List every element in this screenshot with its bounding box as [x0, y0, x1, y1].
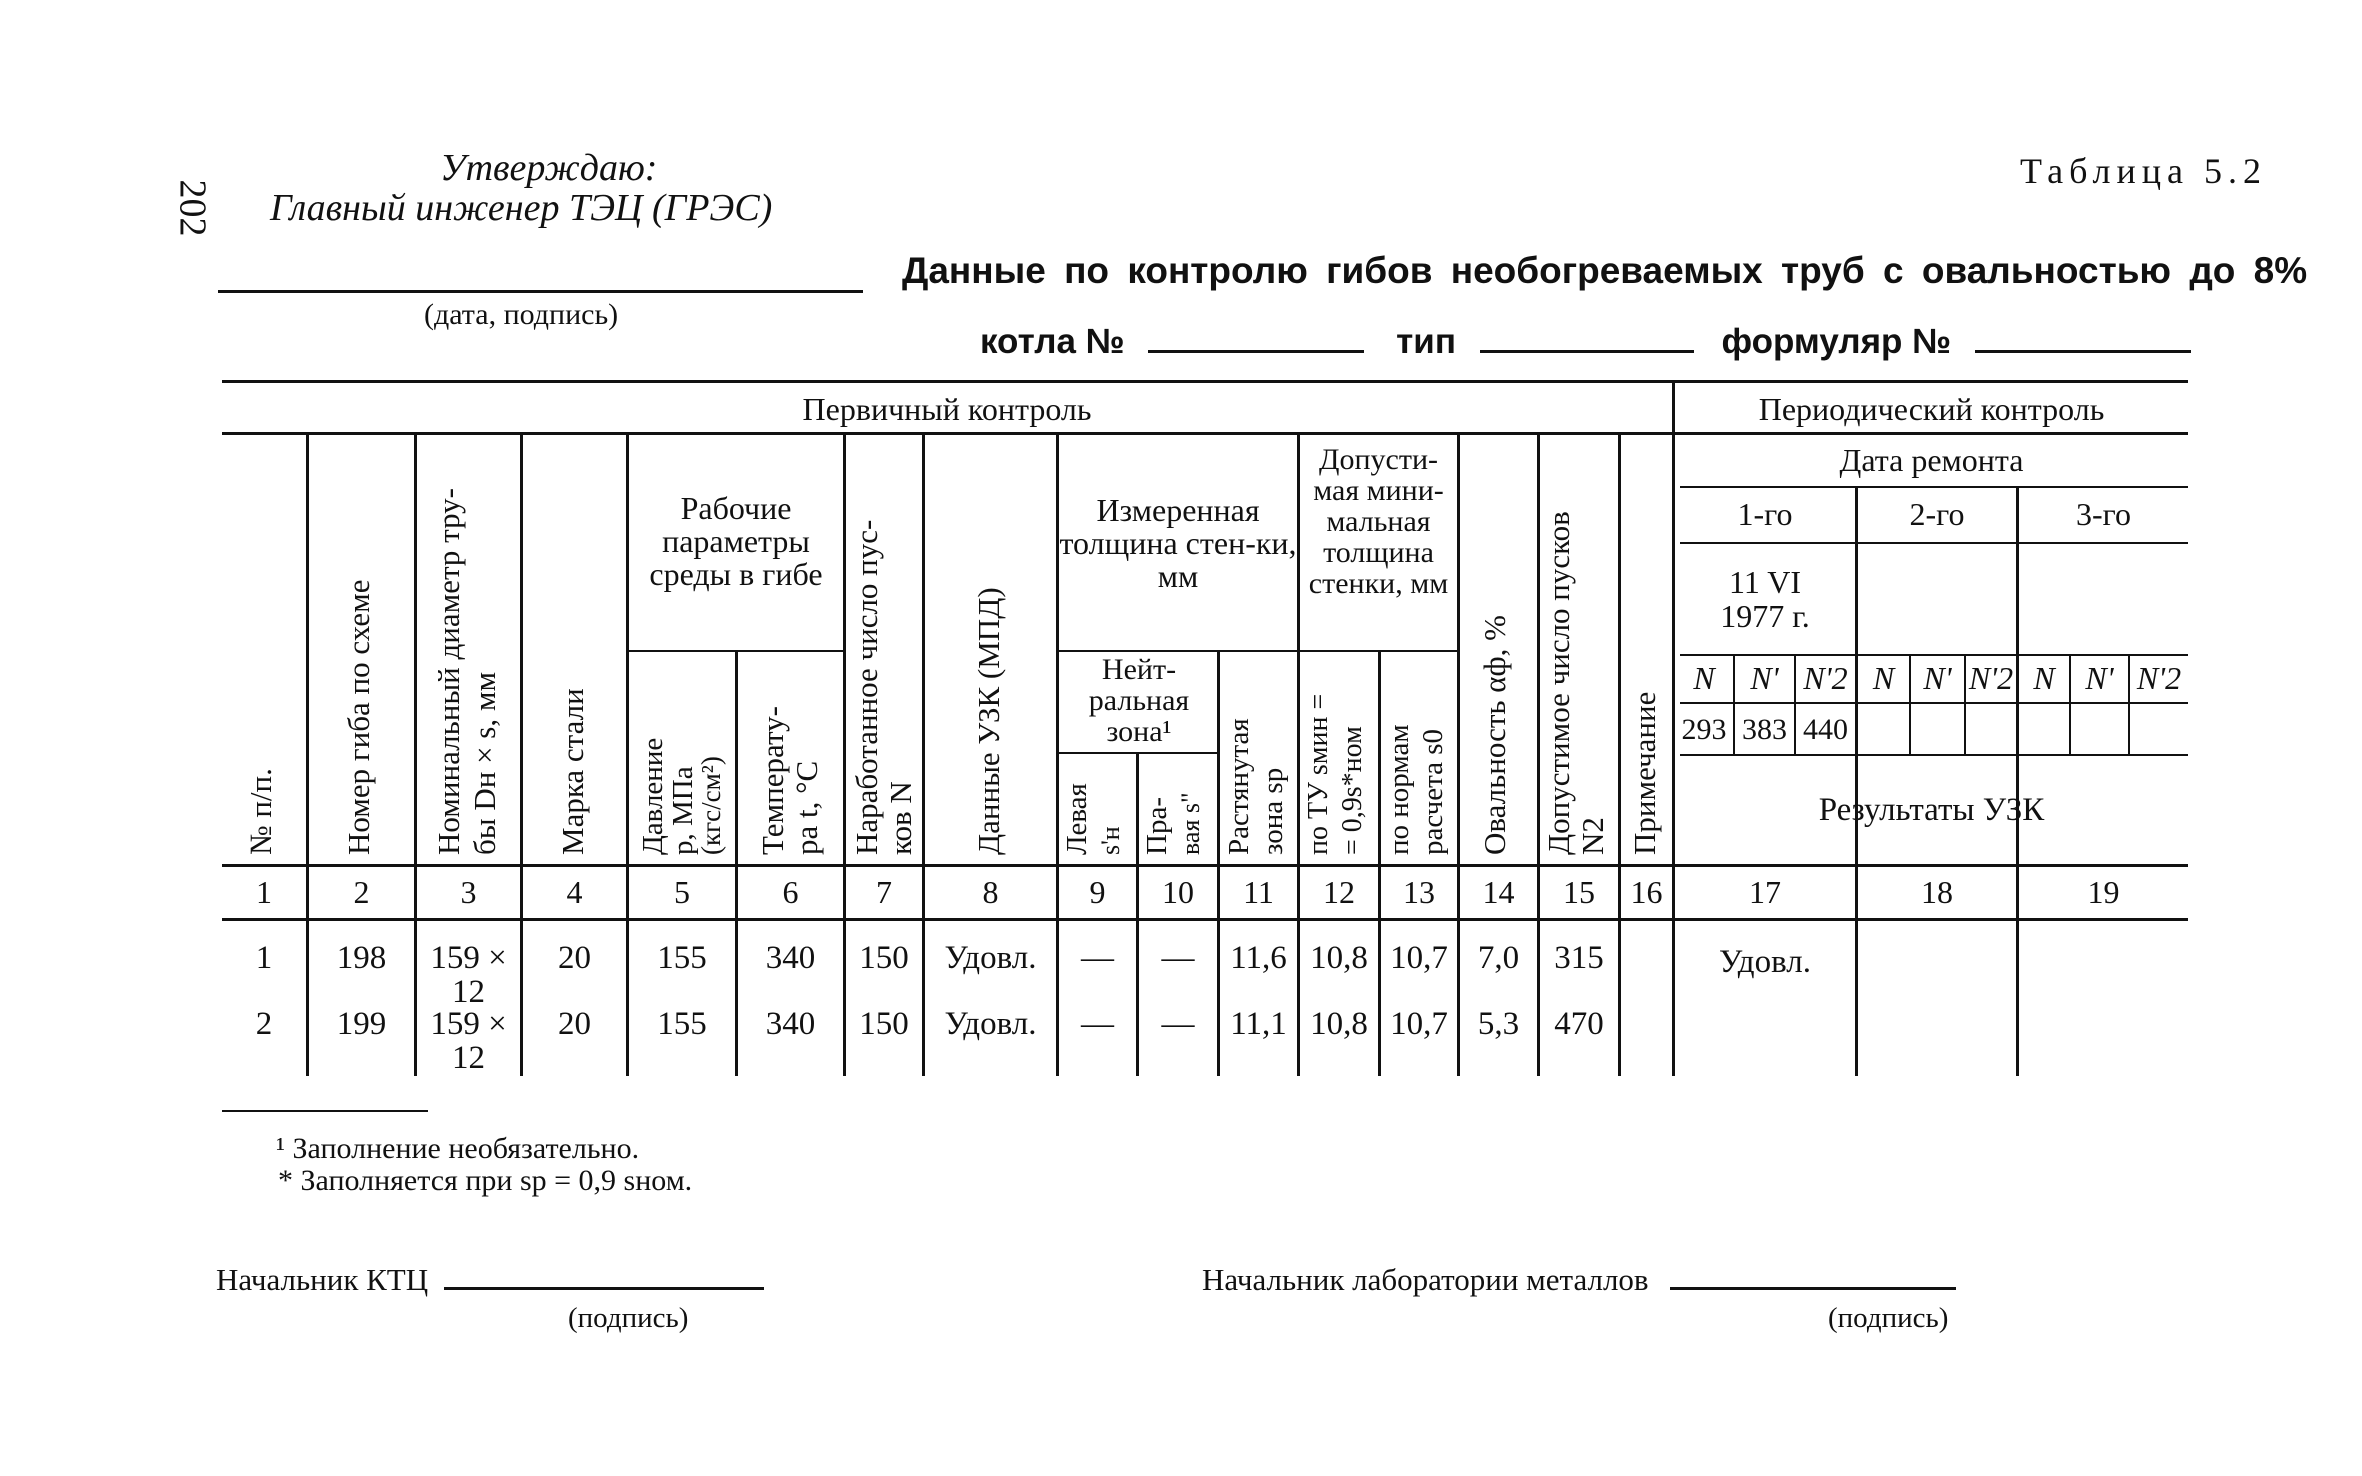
bend-number: 199	[336, 1006, 387, 1042]
header-min-allowed: Допусти-мая мини-мальная толщина стенки, мм	[1308, 443, 1449, 600]
n-header-3: N	[2033, 660, 2055, 696]
uzk-result-1: Удовл.	[1719, 944, 1811, 980]
header-tu-a: по ТУ sмин =	[1303, 693, 1334, 855]
repair-3-header: 3-го	[2076, 496, 2131, 532]
type-label: тип	[1396, 322, 1456, 361]
v15	[1618, 432, 1621, 1076]
form-fields	[980, 322, 2191, 362]
header-stretch-b: зона sр	[1257, 767, 1289, 855]
steel-grade: 20	[558, 1006, 591, 1042]
colnum: 11	[1243, 874, 1274, 910]
header-left-b: s'н	[1096, 826, 1125, 855]
v13	[1457, 432, 1460, 1076]
signature-left	[216, 1262, 764, 1298]
row-num: 2	[255, 1006, 273, 1042]
header-num: № п/п.	[243, 768, 278, 855]
colnum: 6	[782, 874, 799, 910]
colnum: 8	[982, 874, 999, 910]
colnum: 10	[1162, 874, 1194, 910]
wall: 12	[452, 1040, 485, 1076]
header-tu-b: = 0,9s*ном	[1337, 726, 1368, 855]
rule-repair	[1680, 486, 2188, 488]
repair-1-date-a: 11 VI	[1729, 564, 1801, 600]
n2-header-2: N'2	[1968, 660, 2014, 696]
uzk-data: Удовл.	[944, 940, 1037, 976]
colnum: 16	[1630, 874, 1663, 910]
form-label: формуляр №	[1721, 322, 1952, 361]
colnum: 19	[2087, 874, 2120, 910]
rule-header-bottom	[222, 864, 2188, 867]
approval-line2: Главный инженер ТЭЦ (ГРЭС)	[270, 187, 773, 229]
min-by-norm: 10,7	[1390, 940, 1448, 976]
repair-2-header: 2-го	[1909, 496, 1965, 532]
date-caption: (дата, подпись)	[424, 298, 619, 331]
rule-groups	[222, 432, 2188, 435]
uzk-results-header: Результаты УЗК	[1818, 792, 2045, 828]
cycles: 150	[859, 940, 909, 976]
header-diameter-a: Номинальный диаметр тру-	[431, 487, 466, 855]
colnum: 5	[674, 874, 690, 910]
boiler-label: котла №	[980, 322, 1125, 361]
colnum: 12	[1323, 874, 1355, 910]
rule-n-top	[1680, 654, 2188, 656]
header-cycles-b: ков N	[883, 781, 918, 855]
v6	[843, 432, 846, 1076]
signature-right-line	[1670, 1287, 1956, 1290]
repair-1-date-b: 1977 г.	[1720, 598, 1810, 634]
header-cycles-a: Наработанное число пус-	[849, 519, 884, 855]
header-pressure-b: p, МПа	[667, 766, 699, 855]
rule-n-bot	[1680, 754, 2188, 756]
colnum: 14	[1482, 874, 1515, 910]
page-number: 202	[171, 179, 214, 237]
colnum: 4	[566, 874, 583, 910]
repair-date-header: Дата ремонта	[1839, 442, 2024, 478]
signature-right-caption: (подпись)	[1828, 1302, 1949, 1334]
form-blank	[1975, 350, 2191, 353]
left-thickness: —	[1081, 1006, 1114, 1042]
allowed-cycles: 470	[1554, 1006, 1604, 1042]
signature-left-line	[444, 1287, 764, 1290]
pressure: 155	[657, 940, 707, 976]
rule-top	[222, 380, 2188, 383]
colnum: 13	[1403, 874, 1435, 910]
stretched-zone: 11,1	[1230, 1006, 1287, 1042]
header-stretch-a: Растянутая	[1223, 718, 1255, 855]
footnote-2: * Заполняется при sр = 0,9 sном.	[278, 1164, 693, 1197]
footnote-rule	[222, 1110, 428, 1112]
v7	[922, 432, 925, 1076]
date-signature-line	[218, 290, 863, 293]
rule-9-11	[1058, 650, 1299, 652]
rule-n-mid	[1680, 702, 2188, 704]
colnum: 17	[1749, 874, 1781, 910]
rule-colnum-bottom	[222, 918, 2188, 921]
n1-header-2: N'	[1923, 660, 1952, 696]
signature-left-label: Начальник КТЦ	[216, 1262, 429, 1297]
header-ovality: Овальность αф, %	[1477, 615, 1512, 855]
stretched-zone: 11,6	[1230, 940, 1287, 976]
header-temp-a: Температу-	[755, 706, 790, 855]
header-right-a: Пра-	[1141, 797, 1173, 855]
rule-order	[1680, 542, 2188, 544]
n-header-1: N	[1693, 660, 1715, 696]
v14	[1537, 432, 1540, 1076]
table-label: Таблица 5.2	[2020, 151, 2267, 191]
n2-value: 440	[1803, 713, 1848, 746]
colnum: 9	[1089, 874, 1106, 910]
steel-grade: 20	[558, 940, 591, 976]
v1	[306, 432, 309, 1076]
header-neutral: Нейт-ральная зона¹	[1088, 653, 1190, 748]
type-blank	[1480, 350, 1694, 353]
colnum: 7	[876, 874, 892, 910]
header-steel: Марка стали	[555, 688, 590, 855]
left-thickness: —	[1081, 940, 1114, 976]
v3	[520, 432, 523, 1076]
primary-control-header: Первичный контроль	[802, 391, 1092, 427]
n1-header-1: N'	[1750, 660, 1779, 696]
header-diameter-b: бы Dн × s, мм	[467, 671, 502, 855]
header-pressure-c: (кгс/см²)	[696, 756, 726, 855]
diameter: 159 ×	[430, 940, 507, 976]
colnum: 3	[460, 874, 477, 910]
signature-right	[1202, 1262, 1956, 1298]
header-bend: Номер гиба по схеме	[341, 579, 376, 855]
header-work-params: Рабочие параметры среды в гибе	[649, 490, 823, 592]
bend-number: 198	[336, 940, 387, 976]
repair-1-header: 1-го	[1737, 496, 1793, 532]
header-measured: Измеренная толщина стен-ки, мм	[1059, 492, 1297, 594]
periodic-control-header: Периодический контроль	[1758, 391, 2105, 427]
v17	[1855, 486, 1858, 1076]
header-allowed-b: N2	[1575, 817, 1610, 855]
header-temp-b: ра t, °C	[789, 760, 824, 855]
n2-header-1: N'2	[1803, 660, 1848, 696]
min-by-norm: 10,7	[1390, 1006, 1448, 1042]
colnum: 1	[256, 874, 272, 910]
ovality: 5,3	[1477, 1006, 1520, 1042]
n-header-2: N	[1872, 660, 1895, 696]
signature-left-caption: (подпись)	[568, 1302, 689, 1334]
colnum: 15	[1563, 874, 1595, 910]
wall: 12	[452, 974, 485, 1010]
approval-line1: Утверждаю:	[440, 147, 658, 189]
header-right-b: вая s"	[1176, 792, 1205, 855]
boiler-blank	[1148, 350, 1364, 353]
temperature: 340	[765, 1006, 816, 1042]
uzk-data: Удовл.	[944, 1006, 1037, 1042]
header-left-a: Левая	[1061, 783, 1093, 855]
header-norm-b: расчета s0	[1417, 728, 1449, 855]
header-norm-a: по нормам	[1383, 724, 1415, 855]
colnum: 2	[353, 874, 370, 910]
signature-right-label: Начальник лаборатории металлов	[1202, 1262, 1649, 1297]
min-by-tu: 10,8	[1310, 1006, 1368, 1042]
header-uzk: Данные УЗК (МПД)	[971, 587, 1006, 855]
colnum: 18	[1921, 874, 1953, 910]
n1-value: 383	[1742, 713, 1787, 746]
header-note: Примечание	[1627, 691, 1662, 855]
diameter: 159 ×	[430, 1006, 507, 1042]
n-value: 293	[1681, 713, 1727, 746]
pressure: 155	[657, 1006, 707, 1042]
v18	[2016, 486, 2019, 1076]
cycles: 150	[859, 1006, 909, 1042]
table-title: Данные по контролю гибов необогреваемых труб с овальностью до 8%	[902, 250, 2308, 291]
header-pressure-a: Давление	[637, 737, 669, 855]
right-thickness: —	[1161, 1006, 1195, 1042]
min-by-tu: 10,8	[1310, 940, 1368, 976]
header-allowed-a: Допустимое число пусков	[1541, 511, 1576, 855]
temperature: 340	[765, 940, 816, 976]
footnote-1: ¹ Заполнение необязательно.	[276, 1132, 640, 1165]
row-num: 1	[255, 940, 273, 976]
right-thickness: —	[1161, 940, 1195, 976]
n2-header-3: N'2	[2136, 660, 2182, 696]
allowed-cycles: 315	[1554, 940, 1604, 976]
ovality: 7,0	[1477, 940, 1520, 976]
n1-header-3: N'	[2085, 660, 2114, 696]
